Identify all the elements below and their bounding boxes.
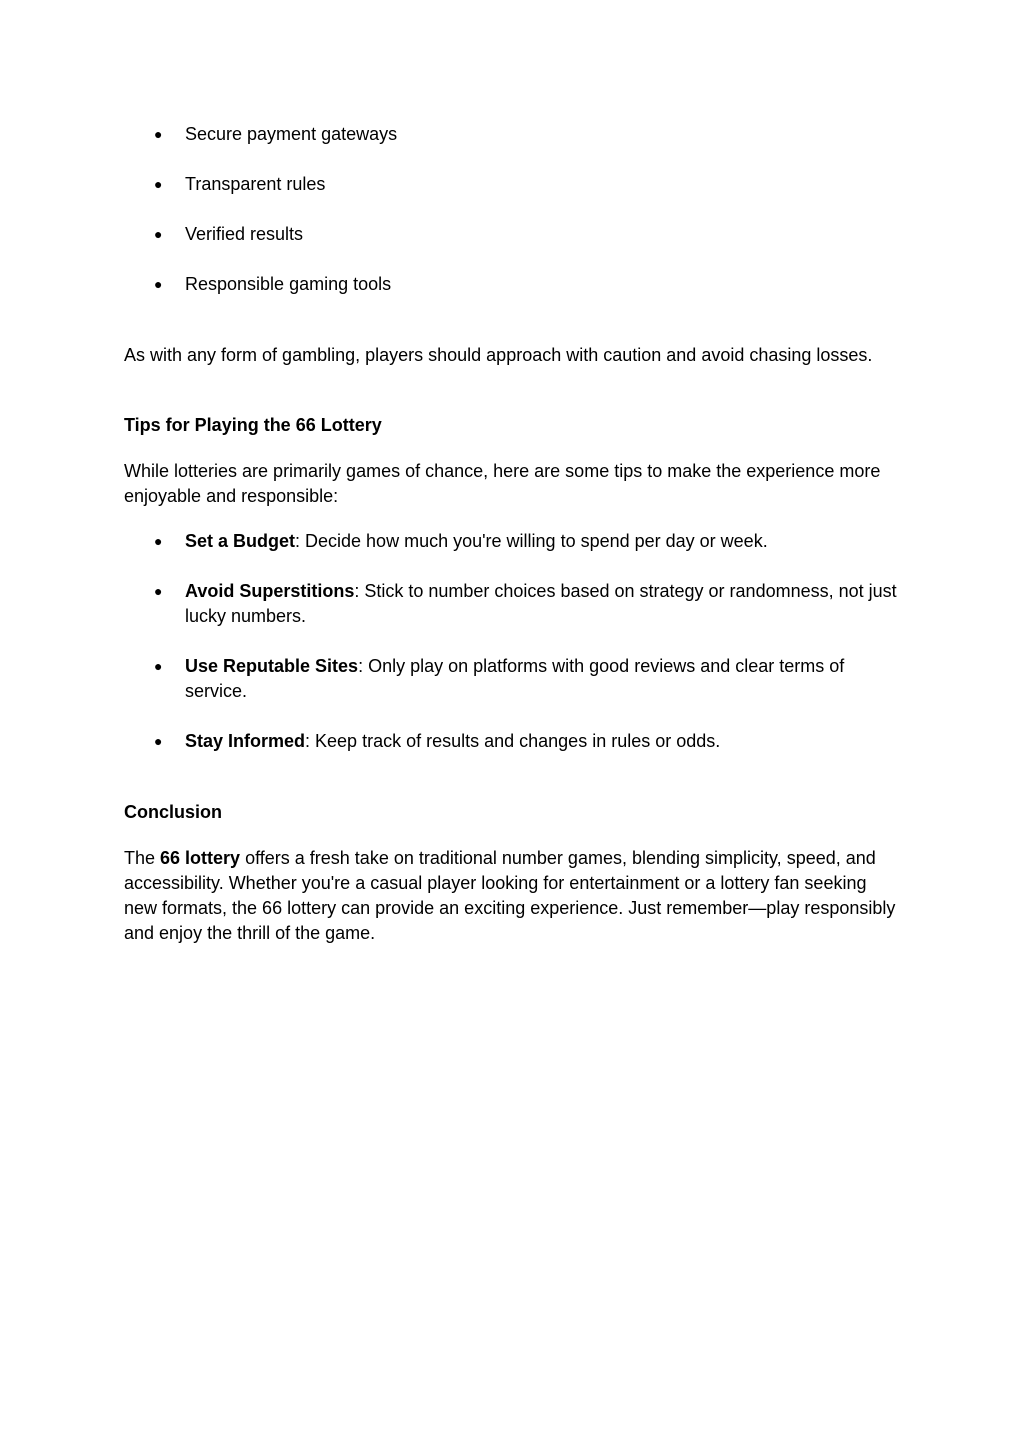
bullet-icon: ● [154,176,163,192]
bullet-icon: ● [154,533,163,549]
tip-text: : Only play on platforms with good reviews and clear terms of service. [185,656,845,701]
list-item-text: Verified results [185,224,304,244]
bullet-icon: ● [154,226,163,242]
list-item [124,222,904,247]
tip-text: : Decide how much you're willing to spend per day or week. [295,531,768,551]
conclusion-prefix: The [124,848,161,868]
caution-paragraph: As with any form of gambling, players should approach with caution and avoid chasing losses. [124,345,873,365]
list-item [124,729,904,754]
bullet-icon: ● [154,658,163,674]
tip-text: : Stick to number choices based on strategy or randomness, not just lucky numbers. [185,581,897,626]
tips-heading: Tips for Playing the 66 Lottery [124,415,382,435]
list-item [124,122,904,147]
bullet-icon: ● [154,276,163,292]
conclusion-heading: Conclusion [124,802,222,822]
list-item [124,529,904,554]
list-item-text: Transparent rules [185,174,326,194]
list-item-text: Secure payment gateways [185,124,398,144]
tips-list [124,529,904,754]
bullet-icon: ● [154,126,163,142]
tip-title: Use Reputable Sites [185,656,359,676]
conclusion-paragraph [124,846,904,946]
list-item-text: Responsible gaming tools [185,274,392,294]
list-item [124,272,904,297]
list-item [124,172,904,197]
tip-title: Stay Informed [185,731,306,751]
list-item [124,579,904,629]
bullet-icon: ● [154,583,163,599]
conclusion-rest: offers a fresh take on traditional number games, blending simplicity, speed, and accessibility. Whether you're a casual player looking for entertainment or a lottery fan seeking new formats, the 66 lottery can provide an exciting experience. Just remember—play responsibly and enjoy the thrill of the game. [124,848,896,943]
tip-title: Set a Budget [185,531,296,551]
list-item [124,654,904,704]
bullet-icon: ● [154,733,163,749]
tip-text: : Keep track of results and changes in rules or odds. [305,731,721,751]
features-list [124,122,904,297]
tips-intro-paragraph: While lotteries are primarily games of chance, here are some tips to make the experience more enjoyable and responsible: [124,461,881,506]
conclusion-bold-term: 66 lottery [160,848,241,868]
tip-title: Avoid Superstitions [185,581,355,601]
